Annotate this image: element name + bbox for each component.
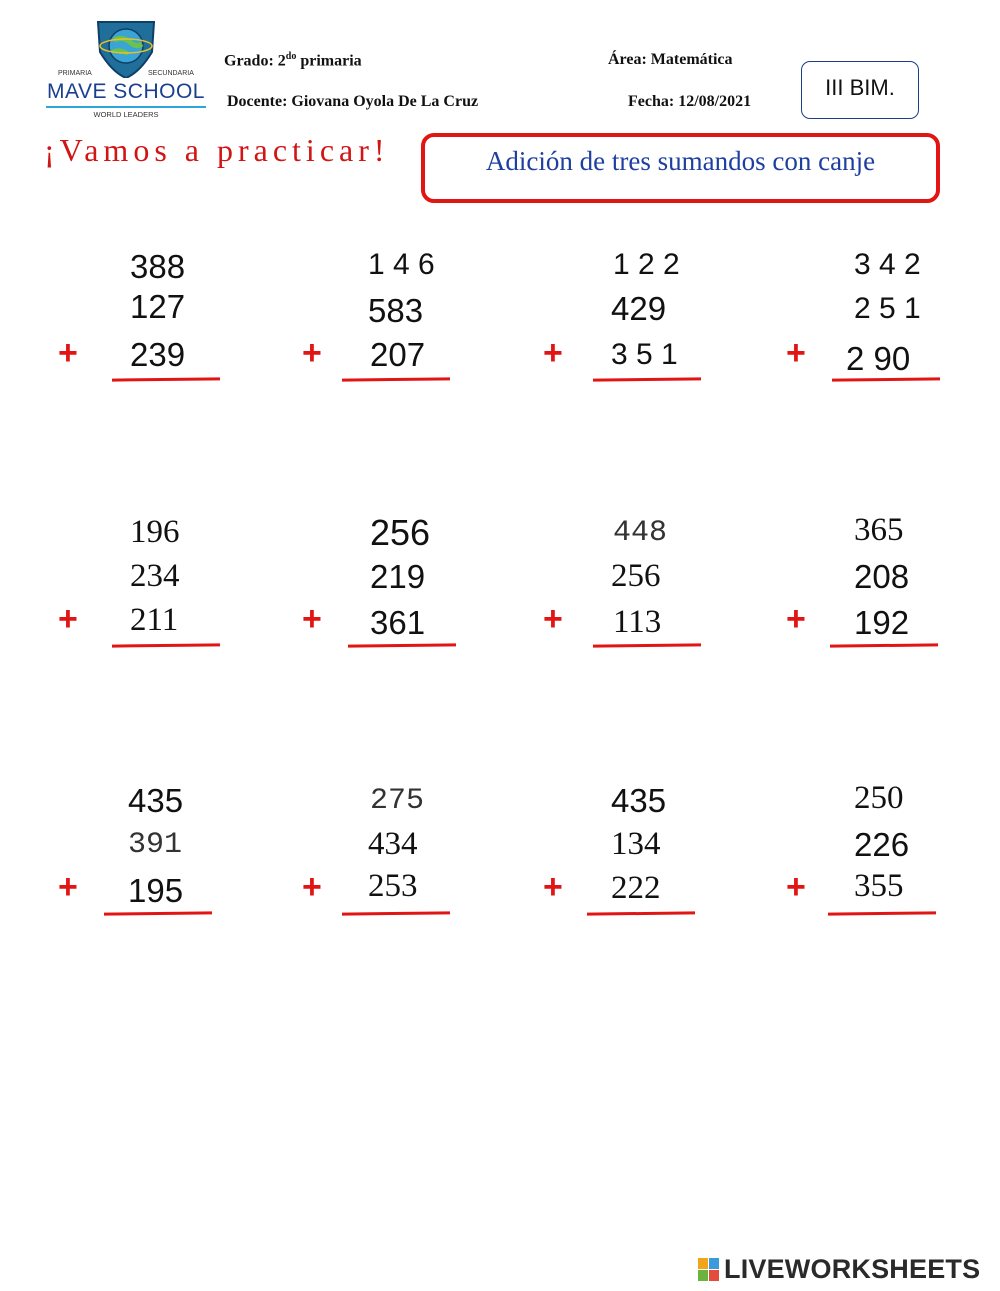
plus-sign: +: [302, 868, 322, 906]
addend-1: 250: [854, 780, 904, 816]
addend-2: 234: [130, 558, 180, 594]
addition-problem-12: [786, 778, 966, 928]
plus-sign: +: [58, 600, 78, 638]
addend-2: 391: [128, 828, 183, 862]
logo-tag-secundaria: SECUNDARIA: [148, 70, 194, 77]
grade-superscript: do: [285, 51, 297, 62]
addend-3: 2 90: [846, 340, 911, 377]
addend-1: 435: [611, 782, 667, 819]
addend-1: 1 2 2: [613, 248, 680, 281]
plus-sign: +: [58, 868, 78, 906]
addition-problem-3: [543, 244, 723, 394]
plus-sign: +: [302, 334, 322, 372]
logo-school-name: MAVE SCHOOL: [47, 80, 205, 103]
plus-sign: +: [543, 334, 563, 372]
grade-text: Grado: 2: [224, 52, 286, 70]
liveworksheets-brand: LIVEWORKSHEETS: [724, 1254, 981, 1284]
date-label: Fecha: 12/08/2021: [628, 93, 752, 110]
school-logo: [40, 18, 212, 126]
logo-divider: [46, 106, 206, 108]
teacher-label: Docente: Giovana Oyola De La Cruz: [227, 93, 479, 110]
plus-sign: +: [543, 600, 563, 638]
sum-line: [112, 377, 220, 381]
addend-3: 222: [611, 870, 661, 906]
addition-problem-10: [302, 778, 482, 928]
grade-rest: primaria: [296, 52, 362, 70]
addition-problem-7: [543, 510, 723, 660]
addend-1: 3 4 2: [854, 248, 921, 281]
addend-1: 275: [370, 784, 425, 818]
plus-sign: +: [786, 334, 806, 372]
addend-3: 253: [368, 868, 418, 904]
addend-2: 134: [611, 826, 661, 862]
sum-line: [348, 643, 456, 647]
sum-line: [830, 643, 938, 647]
shield-globe-icon: [40, 18, 212, 78]
addend-1: 435: [128, 782, 184, 819]
addend-2: 127: [130, 288, 186, 325]
sum-line: [112, 643, 220, 647]
grade-label: [224, 51, 362, 70]
addition-problem-5: [58, 510, 238, 660]
addend-2: 583: [368, 292, 424, 329]
addend-3: 355: [854, 868, 904, 904]
addend-3: 195: [128, 872, 184, 909]
addition-problem-1: [58, 244, 238, 394]
addition-problem-4: [786, 244, 966, 394]
sum-line: [104, 911, 212, 915]
logo-tagline: WORLD LEADERS: [93, 110, 159, 119]
addend-2: 219: [370, 558, 426, 595]
plus-sign: +: [302, 600, 322, 638]
practice-title: ¡Vamos a practicar!: [44, 132, 390, 168]
sum-line: [593, 377, 701, 381]
topic-title: Adición de tres sumandos con canje: [485, 146, 876, 176]
area-label: Área: Matemática: [608, 51, 733, 68]
sum-line: [828, 911, 936, 915]
sum-line: [342, 377, 450, 381]
addend-3: 113: [613, 604, 662, 640]
addend-3: 207: [370, 336, 426, 373]
addend-3: 211: [130, 602, 179, 638]
addition-problem-6: [302, 510, 482, 660]
liveworksheets-logo-icon: [698, 1258, 720, 1282]
addend-2: 429: [611, 290, 667, 327]
sum-line: [342, 911, 450, 915]
sum-line: [593, 643, 701, 647]
sum-line: [832, 377, 940, 381]
addend-1: 448: [613, 516, 668, 550]
addend-2: 226: [854, 826, 910, 863]
addition-problem-11: [543, 778, 723, 928]
addition-problem-9: [58, 778, 238, 928]
addend-2: 208: [854, 558, 910, 595]
addend-1: 196: [130, 514, 180, 550]
addend-3: 3 5 1: [611, 338, 678, 371]
addition-problem-8: [786, 510, 966, 660]
addend-3: 361: [370, 604, 426, 641]
addend-1: 388: [130, 248, 186, 285]
addend-2: 256: [611, 558, 661, 594]
addend-2: 434: [368, 826, 418, 862]
plus-sign: +: [786, 600, 806, 638]
plus-sign: +: [786, 868, 806, 906]
sum-line: [587, 911, 695, 915]
addend-3: 192: [854, 604, 910, 641]
plus-sign: +: [58, 334, 78, 372]
addend-1: 1 4 6: [368, 248, 435, 281]
addend-2: 2 5 1: [854, 292, 921, 325]
addend-1: 365: [854, 512, 904, 548]
addition-problem-2: [302, 244, 482, 394]
addend-3: 239: [130, 336, 186, 373]
bimester-badge: III BIM.: [801, 61, 919, 119]
addend-1: 256: [370, 512, 431, 553]
plus-sign: +: [543, 868, 563, 906]
logo-tag-primaria: PRIMARIA: [58, 70, 92, 77]
